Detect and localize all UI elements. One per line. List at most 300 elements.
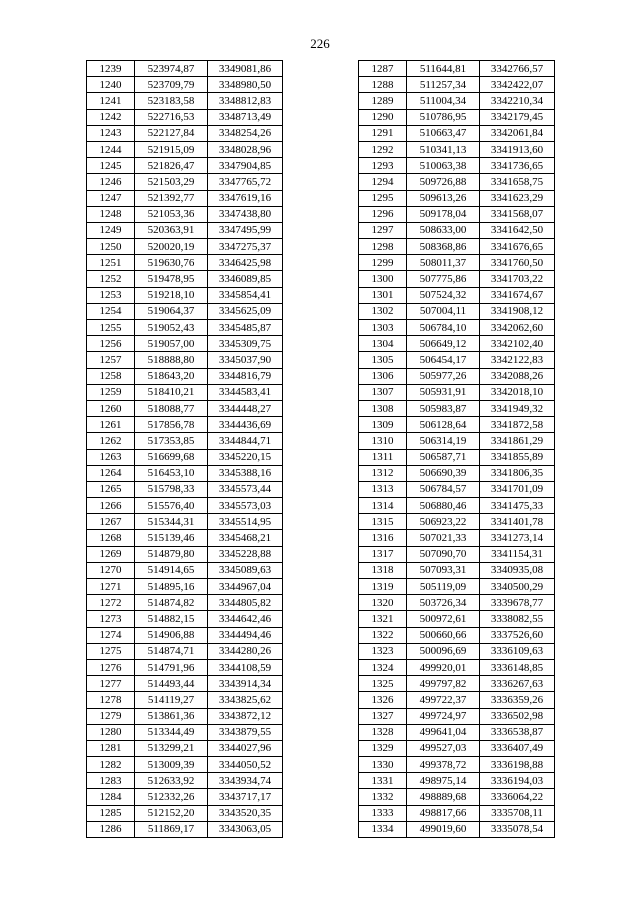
table-row (87, 740, 283, 756)
table-row (359, 320, 555, 336)
point-number-cell: 1281 (87, 740, 135, 756)
table-row (87, 449, 283, 465)
table-row (87, 562, 283, 578)
y-coordinate-cell: 3344844,71 (208, 433, 283, 449)
point-number-cell: 1320 (359, 595, 407, 611)
point-number-cell: 1315 (359, 514, 407, 530)
y-coordinate-cell: 3345514,95 (208, 514, 283, 530)
y-coordinate-cell: 3345388,16 (208, 465, 283, 481)
x-coordinate-cell: 514493,44 (135, 676, 208, 692)
x-coordinate-cell: 523974,87 (135, 61, 208, 77)
x-coordinate-cell: 521915,09 (135, 141, 208, 157)
x-coordinate-cell: 521392,77 (135, 190, 208, 206)
table-row (359, 530, 555, 546)
y-coordinate-cell: 3344050,52 (208, 757, 283, 773)
point-number-cell: 1324 (359, 659, 407, 675)
x-coordinate-cell: 507524,32 (407, 287, 480, 303)
y-coordinate-cell: 3341855,89 (480, 449, 555, 465)
x-coordinate-cell: 513299,21 (135, 740, 208, 756)
x-coordinate-cell: 506923,22 (407, 514, 480, 530)
y-coordinate-cell: 3346089,85 (208, 271, 283, 287)
x-coordinate-cell: 506314,19 (407, 433, 480, 449)
point-number-cell: 1258 (87, 368, 135, 384)
y-coordinate-cell: 3345468,21 (208, 530, 283, 546)
table-row (87, 546, 283, 562)
point-number-cell: 1269 (87, 546, 135, 562)
point-number-cell: 1266 (87, 498, 135, 514)
table-row (87, 222, 283, 238)
y-coordinate-cell: 3345573,44 (208, 481, 283, 497)
point-number-cell: 1333 (359, 805, 407, 821)
table-row (87, 255, 283, 271)
table-row (87, 708, 283, 724)
point-number-cell: 1285 (87, 805, 135, 821)
y-coordinate-cell: 3345037,90 (208, 352, 283, 368)
table-row (359, 400, 555, 416)
x-coordinate-cell: 519052,43 (135, 320, 208, 336)
point-number-cell: 1296 (359, 206, 407, 222)
x-coordinate-cell: 521053,36 (135, 206, 208, 222)
x-coordinate-cell: 499019,60 (407, 821, 480, 837)
point-number-cell: 1279 (87, 708, 135, 724)
point-number-cell: 1318 (359, 562, 407, 578)
table-row (359, 336, 555, 352)
point-number-cell: 1309 (359, 417, 407, 433)
x-coordinate-cell: 515576,40 (135, 498, 208, 514)
coordinates-table-left (86, 60, 283, 838)
y-coordinate-cell: 3341658,75 (480, 174, 555, 190)
y-coordinate-cell: 3345228,88 (208, 546, 283, 562)
y-coordinate-cell: 3345485,87 (208, 320, 283, 336)
x-coordinate-cell: 499641,04 (407, 724, 480, 740)
x-coordinate-cell: 515798,33 (135, 481, 208, 497)
x-coordinate-cell: 517353,85 (135, 433, 208, 449)
y-coordinate-cell: 3346425,98 (208, 255, 283, 271)
table-row (87, 643, 283, 659)
y-coordinate-cell: 3335708,11 (480, 805, 555, 821)
y-coordinate-cell: 3336502,98 (480, 708, 555, 724)
x-coordinate-cell: 506784,57 (407, 481, 480, 497)
x-coordinate-cell: 503726,34 (407, 595, 480, 611)
x-coordinate-cell: 509178,04 (407, 206, 480, 222)
table-row (87, 530, 283, 546)
y-coordinate-cell: 3347438,80 (208, 206, 283, 222)
point-number-cell: 1290 (359, 109, 407, 125)
table-row (87, 789, 283, 805)
y-coordinate-cell: 3341676,65 (480, 239, 555, 255)
point-number-cell: 1325 (359, 676, 407, 692)
y-coordinate-cell: 3345309,75 (208, 336, 283, 352)
point-number-cell: 1327 (359, 708, 407, 724)
point-number-cell: 1306 (359, 368, 407, 384)
point-number-cell: 1294 (359, 174, 407, 190)
point-number-cell: 1295 (359, 190, 407, 206)
y-coordinate-cell: 3337526,60 (480, 627, 555, 643)
point-number-cell: 1312 (359, 465, 407, 481)
y-coordinate-cell: 3341674,67 (480, 287, 555, 303)
x-coordinate-cell: 513009,39 (135, 757, 208, 773)
table-row (359, 611, 555, 627)
point-number-cell: 1323 (359, 643, 407, 659)
table-row (87, 417, 283, 433)
table-row (87, 61, 283, 77)
y-coordinate-cell: 3347619,16 (208, 190, 283, 206)
x-coordinate-cell: 506649,12 (407, 336, 480, 352)
x-coordinate-cell: 515139,46 (135, 530, 208, 546)
x-coordinate-cell: 519057,00 (135, 336, 208, 352)
y-coordinate-cell: 3347904,85 (208, 158, 283, 174)
y-coordinate-cell: 3348028,96 (208, 141, 283, 157)
y-coordinate-cell: 3342422,07 (480, 77, 555, 93)
y-coordinate-cell: 3336407,49 (480, 740, 555, 756)
x-coordinate-cell: 506128,64 (407, 417, 480, 433)
y-coordinate-cell: 3341401,78 (480, 514, 555, 530)
y-coordinate-cell: 3343872,12 (208, 708, 283, 724)
table-row (87, 141, 283, 157)
y-coordinate-cell: 3341703,22 (480, 271, 555, 287)
table-row (359, 546, 555, 562)
x-coordinate-cell: 507090,70 (407, 546, 480, 562)
point-number-cell: 1286 (87, 821, 135, 837)
table-row (87, 481, 283, 497)
point-number-cell: 1263 (87, 449, 135, 465)
x-coordinate-cell: 499797,82 (407, 676, 480, 692)
table-row (359, 433, 555, 449)
table-row (87, 174, 283, 190)
table-row (87, 676, 283, 692)
table-row (87, 190, 283, 206)
y-coordinate-cell: 3344280,26 (208, 643, 283, 659)
y-coordinate-cell: 3345089,63 (208, 562, 283, 578)
table-row (87, 465, 283, 481)
point-number-cell: 1253 (87, 287, 135, 303)
x-coordinate-cell: 514874,71 (135, 643, 208, 659)
x-coordinate-cell: 506784,10 (407, 320, 480, 336)
y-coordinate-cell: 3345220,15 (208, 449, 283, 465)
x-coordinate-cell: 509613,26 (407, 190, 480, 206)
point-number-cell: 1297 (359, 222, 407, 238)
x-coordinate-cell: 506587,71 (407, 449, 480, 465)
point-number-cell: 1254 (87, 303, 135, 319)
point-number-cell: 1268 (87, 530, 135, 546)
x-coordinate-cell: 514119,27 (135, 692, 208, 708)
x-coordinate-cell: 505977,26 (407, 368, 480, 384)
x-coordinate-cell: 522716,53 (135, 109, 208, 125)
y-coordinate-cell: 3341568,07 (480, 206, 555, 222)
table-row (359, 627, 555, 643)
y-coordinate-cell: 3342088,26 (480, 368, 555, 384)
point-number-cell: 1316 (359, 530, 407, 546)
y-coordinate-cell: 3348812,83 (208, 93, 283, 109)
x-coordinate-cell: 508368,86 (407, 239, 480, 255)
point-number-cell: 1246 (87, 174, 135, 190)
x-coordinate-cell: 507093,31 (407, 562, 480, 578)
table-row (359, 643, 555, 659)
table-row (359, 417, 555, 433)
point-number-cell: 1305 (359, 352, 407, 368)
table-row (359, 239, 555, 255)
table-row (87, 287, 283, 303)
y-coordinate-cell: 3340935,08 (480, 562, 555, 578)
x-coordinate-cell: 511257,34 (407, 77, 480, 93)
x-coordinate-cell: 518410,21 (135, 384, 208, 400)
point-number-cell: 1271 (87, 579, 135, 595)
table-row (87, 433, 283, 449)
table-row (87, 271, 283, 287)
table-row (359, 595, 555, 611)
y-coordinate-cell: 3341623,29 (480, 190, 555, 206)
point-number-cell: 1280 (87, 724, 135, 740)
point-number-cell: 1242 (87, 109, 135, 125)
y-coordinate-cell: 3345625,09 (208, 303, 283, 319)
y-coordinate-cell: 3341913,60 (480, 141, 555, 157)
x-coordinate-cell: 500972,61 (407, 611, 480, 627)
point-number-cell: 1301 (359, 287, 407, 303)
point-number-cell: 1283 (87, 773, 135, 789)
y-coordinate-cell: 3344967,04 (208, 579, 283, 595)
table-row (359, 465, 555, 481)
x-coordinate-cell: 521503,29 (135, 174, 208, 190)
x-coordinate-cell: 512633,92 (135, 773, 208, 789)
table-row (359, 125, 555, 141)
point-number-cell: 1259 (87, 384, 135, 400)
point-number-cell: 1289 (359, 93, 407, 109)
y-coordinate-cell: 3341908,12 (480, 303, 555, 319)
table-row (359, 368, 555, 384)
table-row (359, 222, 555, 238)
point-number-cell: 1321 (359, 611, 407, 627)
table-row (359, 773, 555, 789)
table-row (359, 449, 555, 465)
table-row (87, 627, 283, 643)
y-coordinate-cell: 3349081,86 (208, 61, 283, 77)
x-coordinate-cell: 513344,49 (135, 724, 208, 740)
y-coordinate-cell: 3335078,54 (480, 821, 555, 837)
x-coordinate-cell: 510063,38 (407, 158, 480, 174)
point-number-cell: 1265 (87, 481, 135, 497)
page-number: 226 (310, 36, 330, 51)
x-coordinate-cell: 506454,17 (407, 352, 480, 368)
x-coordinate-cell: 512332,26 (135, 789, 208, 805)
point-number-cell: 1293 (359, 158, 407, 174)
x-coordinate-cell: 512152,20 (135, 805, 208, 821)
y-coordinate-cell: 3341872,58 (480, 417, 555, 433)
x-coordinate-cell: 517856,78 (135, 417, 208, 433)
table-row (87, 109, 283, 125)
point-number-cell: 1291 (359, 125, 407, 141)
y-coordinate-cell: 3341861,29 (480, 433, 555, 449)
x-coordinate-cell: 505931,91 (407, 384, 480, 400)
y-coordinate-cell: 3344448,27 (208, 400, 283, 416)
x-coordinate-cell: 500096,69 (407, 643, 480, 659)
table-row (87, 611, 283, 627)
table-row (87, 692, 283, 708)
point-number-cell: 1252 (87, 271, 135, 287)
table-row (359, 255, 555, 271)
x-coordinate-cell: 508011,37 (407, 255, 480, 271)
point-number-cell: 1270 (87, 562, 135, 578)
point-number-cell: 1331 (359, 773, 407, 789)
y-coordinate-cell: 3342018,10 (480, 384, 555, 400)
point-number-cell: 1275 (87, 643, 135, 659)
table-row (87, 400, 283, 416)
y-coordinate-cell: 3338082,55 (480, 611, 555, 627)
y-coordinate-cell: 3341701,09 (480, 481, 555, 497)
table-row (87, 757, 283, 773)
point-number-cell: 1260 (87, 400, 135, 416)
x-coordinate-cell: 514895,16 (135, 579, 208, 595)
y-coordinate-cell: 3344494,46 (208, 627, 283, 643)
table-row (359, 789, 555, 805)
point-number-cell: 1256 (87, 336, 135, 352)
y-coordinate-cell: 3345854,41 (208, 287, 283, 303)
y-coordinate-cell: 3343520,35 (208, 805, 283, 821)
point-number-cell: 1298 (359, 239, 407, 255)
y-coordinate-cell: 3342179,45 (480, 109, 555, 125)
point-number-cell: 1264 (87, 465, 135, 481)
x-coordinate-cell: 520363,91 (135, 222, 208, 238)
point-number-cell: 1250 (87, 239, 135, 255)
table-row (87, 595, 283, 611)
point-number-cell: 1249 (87, 222, 135, 238)
table-row (359, 158, 555, 174)
point-number-cell: 1310 (359, 433, 407, 449)
x-coordinate-cell: 511869,17 (135, 821, 208, 837)
x-coordinate-cell: 499722,37 (407, 692, 480, 708)
x-coordinate-cell: 513861,36 (135, 708, 208, 724)
x-coordinate-cell: 498889,68 (407, 789, 480, 805)
point-number-cell: 1245 (87, 158, 135, 174)
y-coordinate-cell: 3340500,29 (480, 579, 555, 595)
point-number-cell: 1302 (359, 303, 407, 319)
y-coordinate-cell: 3348254,26 (208, 125, 283, 141)
table-row (87, 320, 283, 336)
table-row (87, 368, 283, 384)
table-row (359, 676, 555, 692)
point-number-cell: 1304 (359, 336, 407, 352)
table-row (359, 757, 555, 773)
y-coordinate-cell: 3336109,63 (480, 643, 555, 659)
y-coordinate-cell: 3336538,87 (480, 724, 555, 740)
point-number-cell: 1282 (87, 757, 135, 773)
y-coordinate-cell: 3348713,49 (208, 109, 283, 125)
table-row (359, 579, 555, 595)
point-number-cell: 1314 (359, 498, 407, 514)
x-coordinate-cell: 507775,86 (407, 271, 480, 287)
x-coordinate-cell: 511004,34 (407, 93, 480, 109)
point-number-cell: 1273 (87, 611, 135, 627)
y-coordinate-cell: 3342102,40 (480, 336, 555, 352)
table-row (87, 724, 283, 740)
point-number-cell: 1292 (359, 141, 407, 157)
y-coordinate-cell: 3342210,34 (480, 93, 555, 109)
table-row (87, 158, 283, 174)
point-number-cell: 1332 (359, 789, 407, 805)
y-coordinate-cell: 3342766,57 (480, 61, 555, 77)
point-number-cell: 1240 (87, 77, 135, 93)
point-number-cell: 1330 (359, 757, 407, 773)
y-coordinate-cell: 3344027,96 (208, 740, 283, 756)
x-coordinate-cell: 523709,79 (135, 77, 208, 93)
y-coordinate-cell: 3343717,17 (208, 789, 283, 805)
y-coordinate-cell: 3342061,84 (480, 125, 555, 141)
y-coordinate-cell: 3339678,77 (480, 595, 555, 611)
table-row (87, 498, 283, 514)
x-coordinate-cell: 499724,97 (407, 708, 480, 724)
point-number-cell: 1267 (87, 514, 135, 530)
table-row (359, 271, 555, 287)
point-number-cell: 1239 (87, 61, 135, 77)
x-coordinate-cell: 519478,95 (135, 271, 208, 287)
y-coordinate-cell: 3341273,14 (480, 530, 555, 546)
y-coordinate-cell: 3347495,99 (208, 222, 283, 238)
point-number-cell: 1299 (359, 255, 407, 271)
point-number-cell: 1244 (87, 141, 135, 157)
table-row (359, 724, 555, 740)
x-coordinate-cell: 520020,19 (135, 239, 208, 255)
point-number-cell: 1319 (359, 579, 407, 595)
point-number-cell: 1243 (87, 125, 135, 141)
point-number-cell: 1257 (87, 352, 135, 368)
x-coordinate-cell: 518643,20 (135, 368, 208, 384)
table-row (359, 93, 555, 109)
x-coordinate-cell: 498975,14 (407, 773, 480, 789)
table-row (87, 303, 283, 319)
point-number-cell: 1308 (359, 400, 407, 416)
y-coordinate-cell: 3347275,37 (208, 239, 283, 255)
point-number-cell: 1288 (359, 77, 407, 93)
point-number-cell: 1276 (87, 659, 135, 675)
table-row (359, 190, 555, 206)
x-coordinate-cell: 519630,76 (135, 255, 208, 271)
table-row (359, 287, 555, 303)
y-coordinate-cell: 3343825,62 (208, 692, 283, 708)
point-number-cell: 1329 (359, 740, 407, 756)
y-coordinate-cell: 3341736,65 (480, 158, 555, 174)
table-row (359, 659, 555, 675)
y-coordinate-cell: 3347765,72 (208, 174, 283, 190)
table-row (87, 336, 283, 352)
table-row (359, 206, 555, 222)
table-row (87, 384, 283, 400)
table-row (359, 109, 555, 125)
point-number-cell: 1251 (87, 255, 135, 271)
table-row (87, 93, 283, 109)
point-number-cell: 1248 (87, 206, 135, 222)
table-row (359, 61, 555, 77)
table-row (87, 773, 283, 789)
x-coordinate-cell: 499920,01 (407, 659, 480, 675)
table-row (359, 498, 555, 514)
y-coordinate-cell: 3341949,32 (480, 400, 555, 416)
point-number-cell: 1300 (359, 271, 407, 287)
table-row (87, 77, 283, 93)
x-coordinate-cell: 506690,39 (407, 465, 480, 481)
y-coordinate-cell: 3341760,50 (480, 255, 555, 271)
point-number-cell: 1313 (359, 481, 407, 497)
point-number-cell: 1278 (87, 692, 135, 708)
y-coordinate-cell: 3348980,50 (208, 77, 283, 93)
y-coordinate-cell: 3336198,88 (480, 757, 555, 773)
x-coordinate-cell: 507021,33 (407, 530, 480, 546)
table-row (359, 303, 555, 319)
x-coordinate-cell: 523183,58 (135, 93, 208, 109)
point-number-cell: 1322 (359, 627, 407, 643)
table-row (359, 141, 555, 157)
y-coordinate-cell: 3344583,41 (208, 384, 283, 400)
table-row (359, 77, 555, 93)
y-coordinate-cell: 3341154,31 (480, 546, 555, 562)
